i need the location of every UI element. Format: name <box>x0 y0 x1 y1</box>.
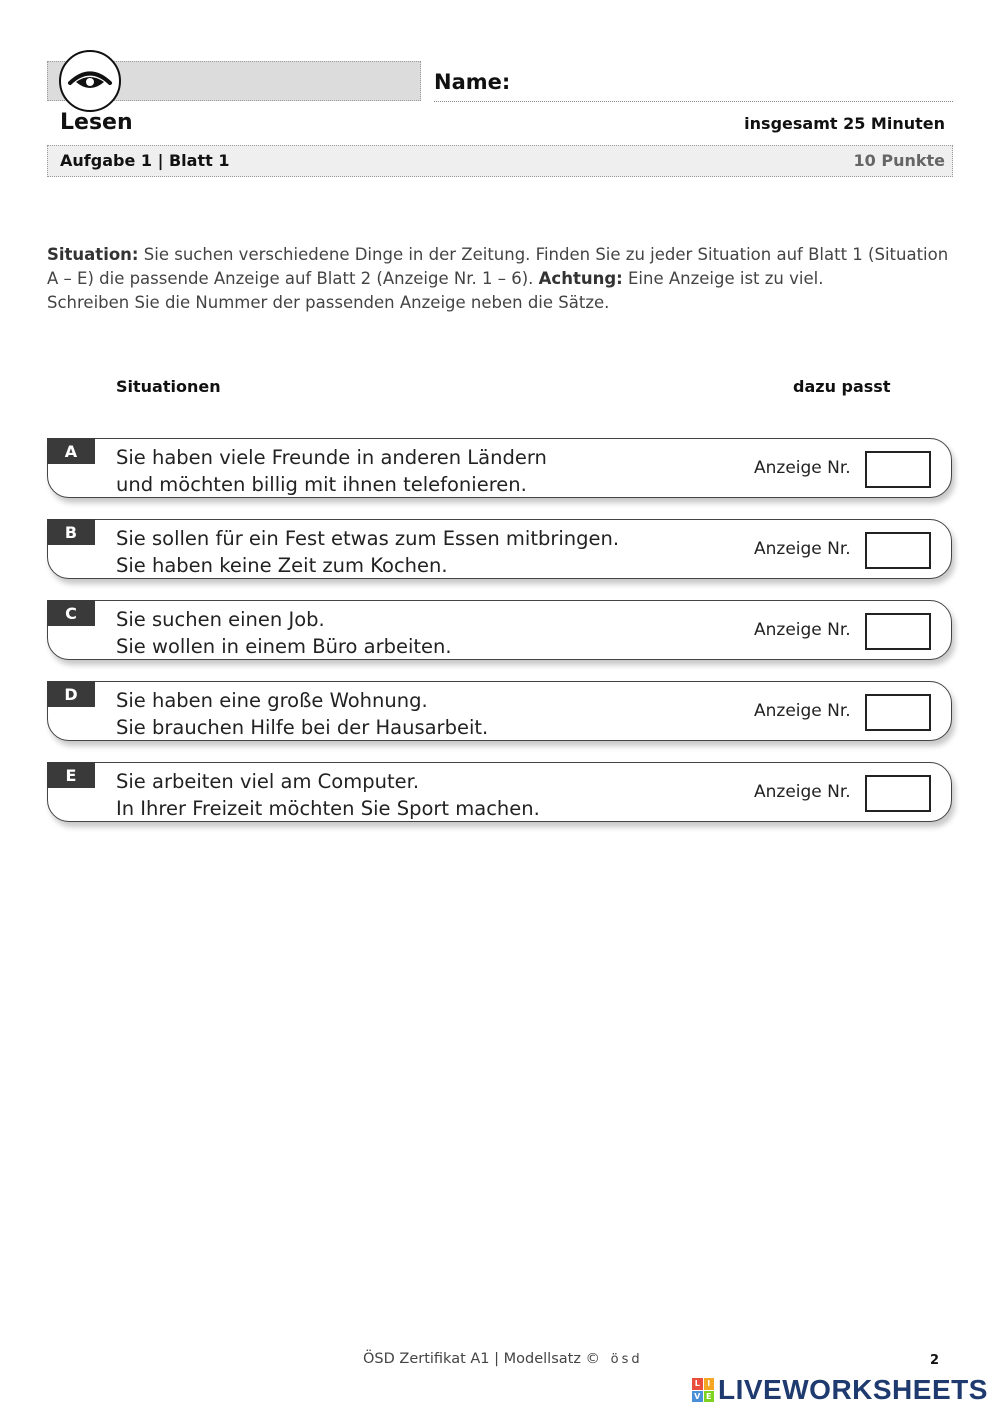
row-letter: B <box>47 519 95 545</box>
situation-text <box>116 444 547 498</box>
task-title: Aufgabe 1 | Blatt 1 <box>60 151 230 170</box>
icon-letter: L <box>692 1378 703 1390</box>
column-match: dazu passt <box>793 377 891 396</box>
instructions-line2: Schreiben Sie die Nummer der passenden Anzeige neben die Sätze. <box>47 293 610 312</box>
situation-text <box>116 687 488 741</box>
achtung-label: Achtung: <box>538 269 623 288</box>
anzeige-label: Anzeige Nr. <box>754 701 851 721</box>
answer-box[interactable] <box>865 694 931 731</box>
eye-icon <box>59 50 121 112</box>
anzeige-label: Anzeige Nr. <box>754 539 851 559</box>
situation-line2: Sie haben keine Zeit zum Kochen. <box>116 554 448 577</box>
liveworksheets-logo[interactable] <box>692 1374 988 1406</box>
situation-text <box>116 525 619 579</box>
situation-line1: Sie haben viele Freunde in anderen Ländern <box>116 446 547 469</box>
situation-row-a <box>47 438 952 498</box>
situation-row-e <box>47 762 952 822</box>
icon-letter: V <box>692 1391 703 1403</box>
row-letter: A <box>47 438 95 464</box>
situation-line1: Sie haben eine große Wohnung. <box>116 689 428 712</box>
row-letter: D <box>47 681 95 707</box>
answer-box[interactable] <box>865 532 931 569</box>
achtung-text: Eine Anzeige ist zu viel. <box>622 269 824 288</box>
footer-copyright: ÖSD Zertifikat A1 | Modellsatz © <box>363 1351 601 1367</box>
situation-line1: Sie sollen für ein Fest etwas zum Essen mitbringen. <box>116 527 620 550</box>
situation-row-c <box>47 600 952 660</box>
section-title: Lesen <box>60 110 133 135</box>
footer-text <box>363 1351 643 1367</box>
anzeige-label: Anzeige Nr. <box>754 458 851 478</box>
liveworksheets-wordmark: LIVEWORKSHEETS <box>718 1374 988 1405</box>
situation-line2: Sie wollen in einem Büro arbeiten. <box>116 635 452 658</box>
situation-line2: In Ihrer Freizeit möchten Sie Sport machen. <box>116 797 540 820</box>
anzeige-label: Anzeige Nr. <box>754 782 851 802</box>
situation-label: Situation: <box>47 245 139 264</box>
situation-row-d <box>47 681 952 741</box>
situation-text: Sie suchen verschiedene Dinge in der Zeitung. Finden Sie zu jeder Situation auf Blatt 1 (Situation A – E) die passende Anzeige auf Blatt 2 (Anzeige Nr. 1 – 6). <box>47 245 949 288</box>
answer-box[interactable] <box>865 451 931 488</box>
liveworksheets-icon <box>692 1378 714 1402</box>
anzeige-label: Anzeige Nr. <box>754 620 851 640</box>
situation-text <box>116 768 540 822</box>
situation-line2: und möchten billig mit ihnen telefonieren. <box>116 473 527 496</box>
points: 10 Punkte <box>853 151 945 170</box>
situation-line2: Sie brauchen Hilfe bei der Hausarbeit. <box>116 716 489 739</box>
time-limit: insgesamt 25 Minuten <box>744 114 945 133</box>
situation-line1: Sie suchen einen Job. <box>116 608 325 631</box>
row-letter: E <box>47 762 95 788</box>
column-situations: Situationen <box>116 377 221 396</box>
answer-box[interactable] <box>865 775 931 812</box>
osd-logo: ösd <box>610 1352 643 1367</box>
situation-text <box>116 606 452 660</box>
answer-box[interactable] <box>865 613 931 650</box>
page-number: 2 <box>930 1353 940 1368</box>
row-letter: C <box>47 600 95 626</box>
icon-letter: I <box>704 1378 715 1390</box>
name-label: Name: <box>434 70 511 94</box>
situation-row-b <box>47 519 952 579</box>
situation-line1: Sie arbeiten viel am Computer. <box>116 770 420 793</box>
instructions <box>47 243 959 315</box>
icon-letter: E <box>704 1391 715 1403</box>
name-line[interactable] <box>434 101 953 102</box>
